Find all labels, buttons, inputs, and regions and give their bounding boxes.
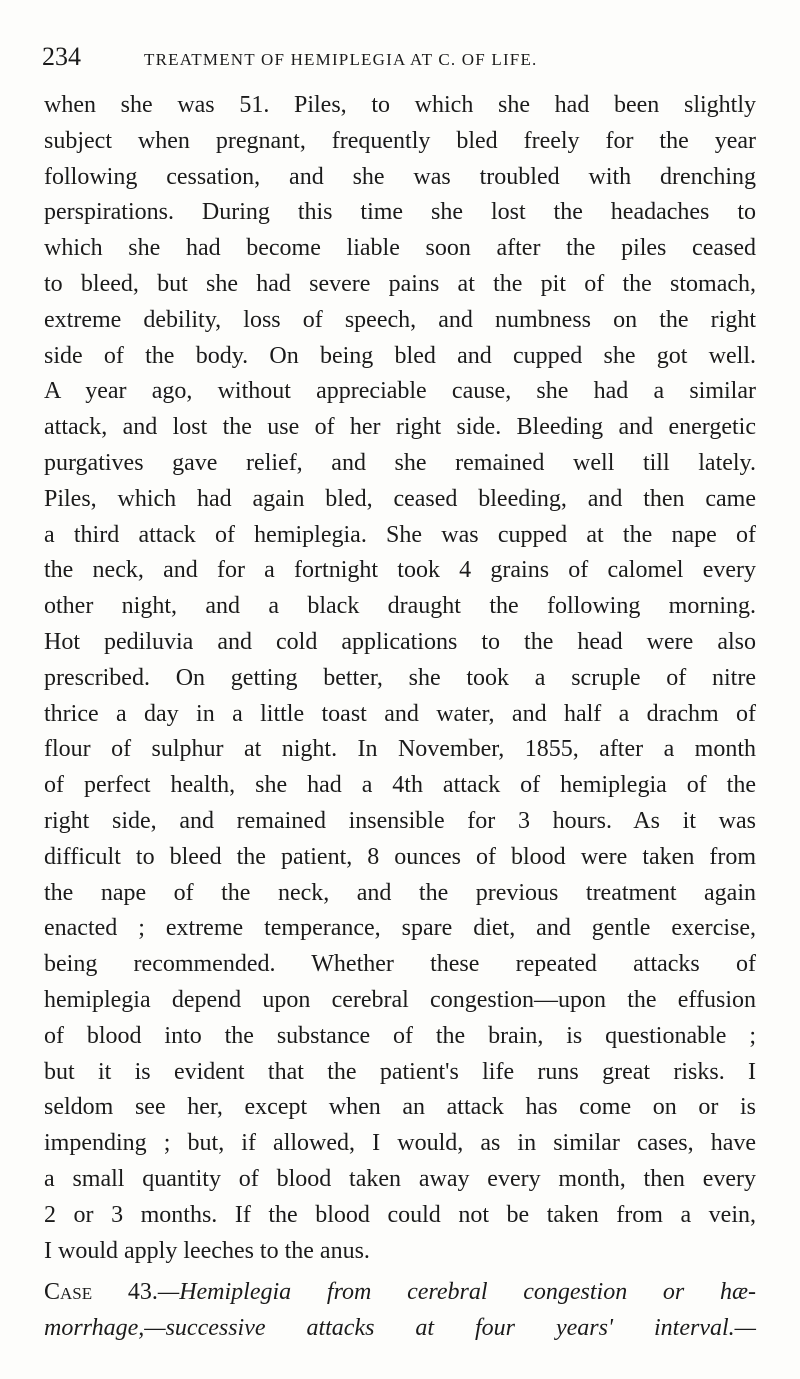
text-line: thrice a day in a little toast and water, and half a drachm of: [44, 700, 756, 727]
text-line: attack, and lost the use of her right side. Bleeding and energetic: [44, 414, 756, 441]
text-line: I would apply leeches to the anus.: [44, 1237, 370, 1264]
running-title: TREATMENT OF HEMIPLEGIA AT C. OF LIFE.: [144, 50, 538, 69]
text-line: the nape of the neck, and the previous treatment again: [44, 879, 756, 906]
text-line: purgatives gave relief, and she remained well till lately.: [44, 449, 756, 476]
text-line: a small quantity of blood taken away every month, then every: [44, 1165, 756, 1192]
text-line: following cessation, and she was troubled with drenching: [44, 163, 756, 190]
text-line: hemiplegia depend upon cerebral congestion—upon the effusion: [44, 986, 756, 1013]
text-line: A year ago, without appreciable cause, she had a similar: [44, 378, 756, 405]
text-line: subject when pregnant, frequently bled freely for the year: [44, 127, 756, 154]
text-line: of blood into the substance of the brain, is questionable ;: [44, 1022, 756, 1049]
text-line: the neck, and for a fortnight took 4 grains of calomel every: [44, 557, 756, 584]
text-line: perspirations. During this time she lost the headaches to: [44, 199, 756, 226]
text-line: a third attack of hemiplegia. She was cupped at the nape of: [44, 521, 756, 548]
text-line: of perfect health, she had a 4th attack of hemiplegia of the: [44, 772, 756, 799]
case-title-part1: —Hemiplegia from cerebral congestion or hæ-: [157, 1279, 757, 1306]
page-header: [38, 40, 760, 80]
page-number: 234: [42, 42, 81, 71]
text-line: extreme debility, loss of speech, and numbness on the right: [44, 306, 756, 333]
case-title-part2: morrhage,—successive attacks at four years' interval.—: [44, 1315, 756, 1342]
text-line: when she was 51. Piles, to which she had been slightly: [44, 92, 756, 118]
text-line: to bleed, but she had severe pains at the pit of the stomach,: [44, 270, 756, 297]
text-line: but it is evident that the patient's life runs great risks. I: [44, 1058, 756, 1085]
text-line: being recommended. Whether these repeated attacks of: [44, 951, 756, 978]
text-line: 2 or 3 months. If the blood could not be taken from a vein,: [44, 1201, 756, 1228]
text-line: other night, and a black draught the following morning.: [44, 593, 756, 620]
text-line: prescribed. On getting better, she took a scruple of nitre: [44, 664, 756, 691]
case-label: Case 43.: [44, 1279, 158, 1306]
text-line: Hot pediluvia and cold applications to the head were also: [44, 628, 756, 655]
text-line: impending ; but, if allowed, I would, as in similar cases, have: [44, 1130, 756, 1157]
body-text: [44, 88, 756, 1347]
text-line: side of the body. On being bled and cupped she got well.: [44, 342, 756, 369]
text-line: flour of sulphur at night. In November, 1855, after a month: [44, 736, 756, 763]
text-line: seldom see her, except when an attack has come on or is: [44, 1094, 756, 1121]
text-line: right side, and remained insensible for 3 hours. As it was: [44, 807, 756, 834]
text-line: difficult to bleed the patient, 8 ounces of blood were taken from: [44, 843, 756, 870]
text-line: enacted ; extreme temperance, spare diet, and gentle exercise,: [44, 915, 756, 942]
text-line: which she had become liable soon after the piles ceased: [44, 235, 756, 262]
text-line: Piles, which had again bled, ceased bleeding, and then came: [44, 485, 756, 512]
case-heading: [44, 1275, 756, 1311]
